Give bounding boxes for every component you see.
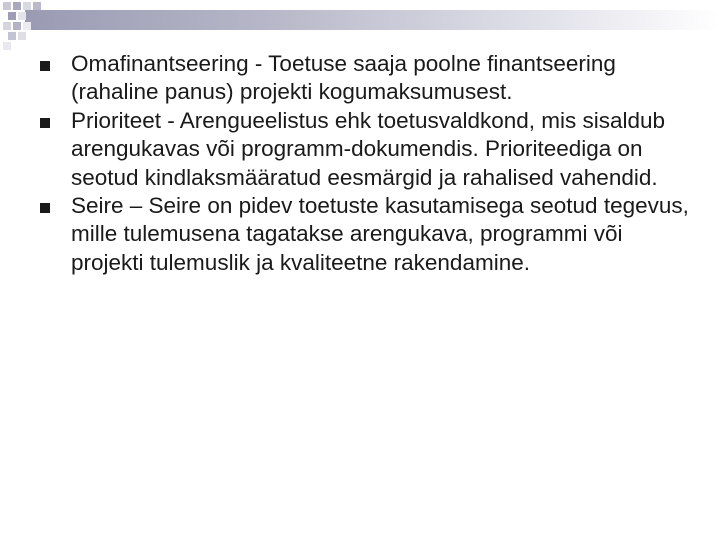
decorative-banner <box>0 0 720 50</box>
bullet-list <box>40 50 690 277</box>
square-bullet-icon <box>40 118 50 128</box>
decor-square <box>3 2 11 10</box>
square-bullet-icon <box>40 61 50 71</box>
decor-square <box>23 2 31 10</box>
slide-content <box>40 50 690 277</box>
decor-square <box>33 2 41 10</box>
gradient-bar <box>25 10 720 30</box>
decor-square <box>3 42 11 50</box>
decor-square <box>8 32 16 40</box>
decor-square <box>13 2 21 10</box>
decor-square <box>18 12 26 20</box>
bullet-item-seire <box>40 192 690 277</box>
decor-square <box>8 12 16 20</box>
bullet-text: Seire – Seire on pidev toetuste kasutamisega seotud tegevus, mille tulemusena tagatakse arengukava, programmi või projekti tulemuslik ja kvaliteetne rakendamine. <box>71 193 689 275</box>
decor-square <box>13 22 21 30</box>
decor-square <box>3 22 11 30</box>
square-bullet-icon <box>40 203 50 213</box>
decor-square <box>18 32 26 40</box>
bullet-item-omafinantseering <box>40 50 690 107</box>
decor-square <box>23 22 31 30</box>
bullet-item-prioriteet <box>40 107 690 192</box>
bullet-text: Omafinantseering - Toetuse saaja poolne finantseering (rahaline panus) projekti kogumaksumusest. <box>71 51 616 105</box>
bullet-text: Prioriteet - Arengueelistus ehk toetusvaldkond, mis sisaldub arengukavas või programm-dokumendis. Prioriteediga on seotud kindlaksmääratud eesmärgid ja rahalised vahendid. <box>71 107 666 190</box>
